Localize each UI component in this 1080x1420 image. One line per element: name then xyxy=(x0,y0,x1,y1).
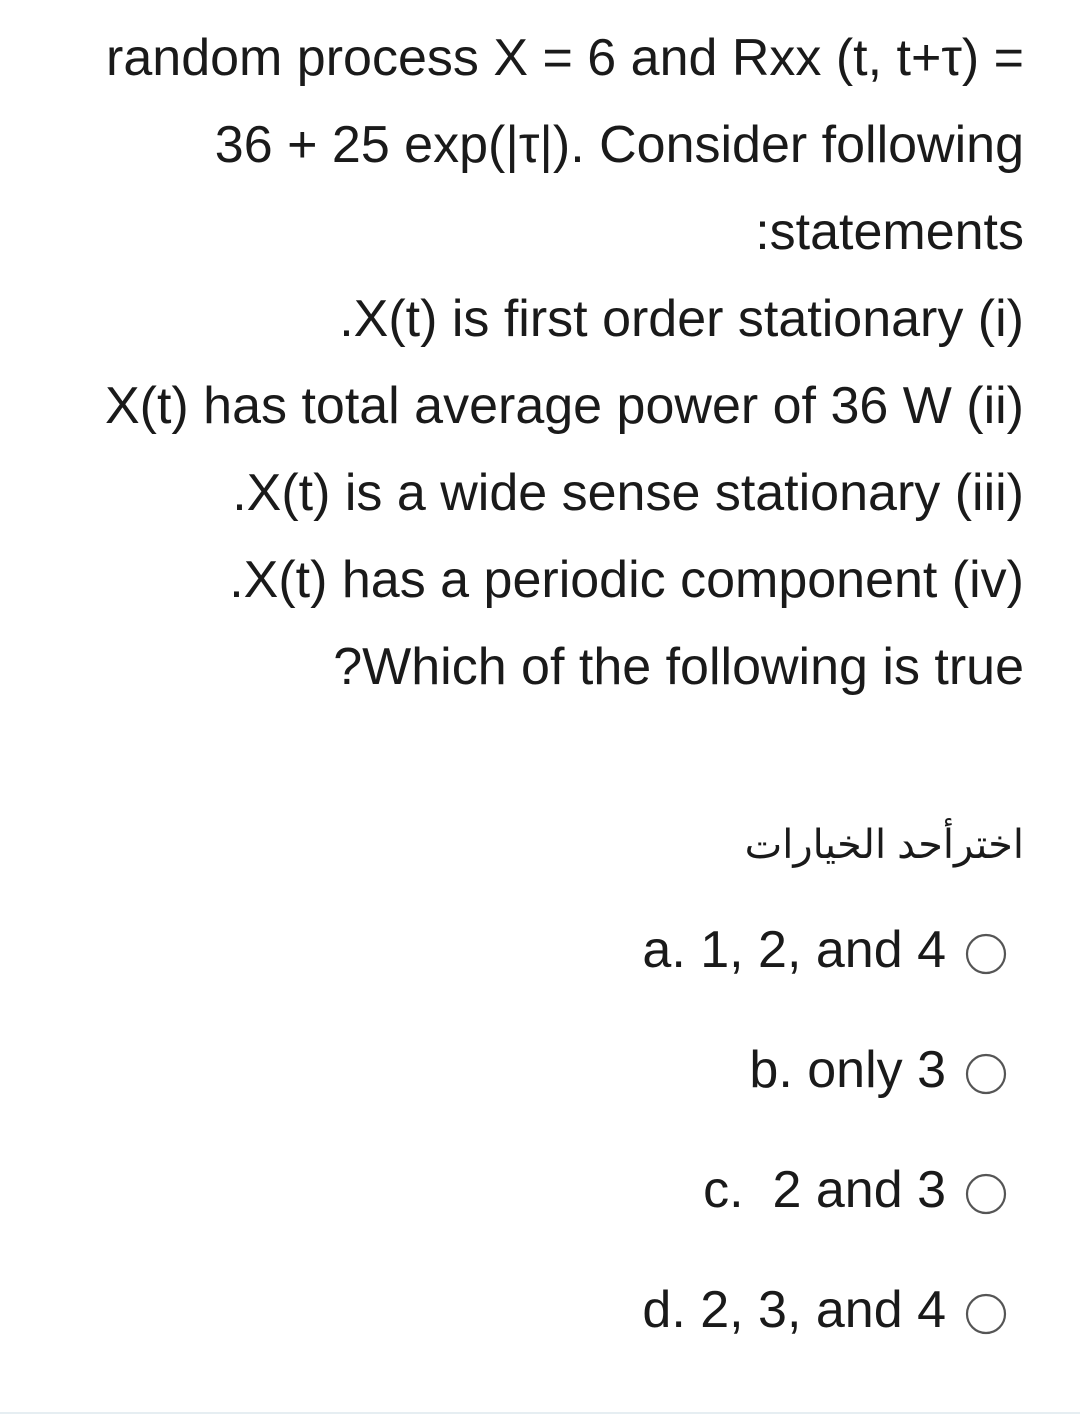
question-line: 36 + 25 exp(|τ|). Consider following xyxy=(214,116,1024,174)
question-prompt: ?Which of the following is true xyxy=(333,638,1024,696)
option-label: b. only 3 xyxy=(749,1041,946,1099)
option-a[interactable] xyxy=(642,920,1008,980)
option-label: a. 1, 2, and 4 xyxy=(642,921,946,979)
statement-ii: X(t) has total average power of 36 W (ii) xyxy=(104,377,1024,435)
statement-iii: .X(t) is a wide sense stationary (iii) xyxy=(232,464,1024,522)
option-label: d. 2, 3, and 4 xyxy=(642,1281,946,1339)
option-b[interactable] xyxy=(642,1040,1008,1100)
radio-unselected-icon[interactable] xyxy=(964,1172,1008,1216)
answer-options xyxy=(642,920,1008,1400)
question-text xyxy=(0,30,1024,695)
question-line: :statements xyxy=(755,203,1024,261)
radio-unselected-icon[interactable] xyxy=(964,932,1008,976)
statement-iv: .X(t) has a periodic component (iv) xyxy=(229,551,1024,609)
option-label: c. 2 and 3 xyxy=(703,1161,946,1219)
choose-one-instruction: اخترأحد الخيارات xyxy=(744,823,1024,867)
bottom-divider xyxy=(0,1412,1080,1414)
option-d[interactable] xyxy=(642,1280,1008,1340)
option-c[interactable] xyxy=(642,1160,1008,1220)
statement-i: .X(t) is first order stationary (i) xyxy=(339,290,1024,348)
radio-unselected-icon[interactable] xyxy=(964,1292,1008,1336)
radio-unselected-icon[interactable] xyxy=(964,1052,1008,1096)
question-line: random process X = 6 and Rxx (t, t+τ) = xyxy=(106,29,1024,87)
